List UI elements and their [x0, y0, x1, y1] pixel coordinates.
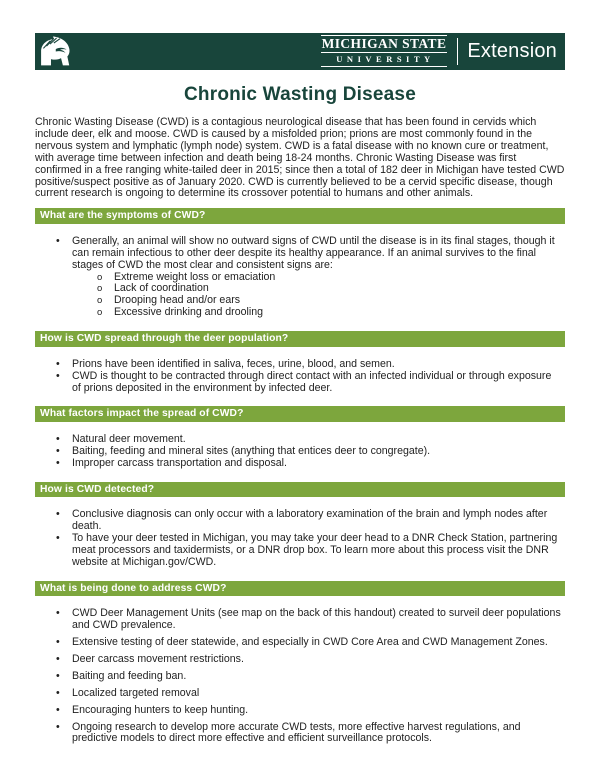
bullet-text: Generally, an animal will show no outward signs of CWD until the disease is in its final stages, though it can remain infectious to other deer despite its healthy appearance. If an animal survives to the final stages of CWD the most clear and consistent signs are:: [72, 234, 555, 271]
bullet-text: Conclusive diagnosis can only occur with a laboratory examination of the brain and lymph nodes after death.: [72, 508, 548, 533]
bullet-text: Deer carcass movement restrictions.: [72, 652, 244, 665]
bullet-text: Ongoing research to develop more accurate CWD tests, more effective harvest regulations, and predictive models to direct more effective and efficient surveillance protocols.: [72, 720, 521, 745]
bullet-item: [35, 654, 565, 666]
bullet-item: [35, 371, 565, 395]
section-heading: What are the symptoms of CWD?: [35, 208, 565, 224]
bullet-text: Baiting and feeding ban.: [72, 669, 187, 682]
bullet-glyph: •: [56, 456, 60, 469]
masthead-bar: [35, 33, 565, 70]
bullet-text: Extensive testing of deer statewide, and especially in CWD Core Area and CWD Management Zones.: [72, 635, 548, 648]
section-heading: How is CWD spread through the deer population?: [35, 331, 565, 347]
intro-paragraph: Chronic Wasting Disease (CWD) is a contagious neurological disease that has been found in cervids which include deer, elk and moose. CWD is caused by a misfolded prion; prions are most commonly found in the nervous system and lymphatic (lymph node) system. CWD is a fatal disease with no known cure or treatment, with average time between infection and death being 18-24 months. Chronic Wasting Disease was first confirmed in a free ranging white-tailed deer in 2015; since then a total of 182 deer in Michigan have tested CWD positive/suspect positive as of January 2020. CWD is currently believed to be a cervid specific disease, though current research is ongoing to determine its crossover potential to humans and other animals.: [35, 116, 565, 200]
sub-bullet-glyph: o: [97, 295, 103, 307]
section: [35, 406, 565, 469]
bullet-glyph: •: [56, 652, 60, 665]
section: [35, 482, 565, 569]
bullet-item: [35, 705, 565, 717]
bullet-item: [35, 509, 565, 533]
msu-wordmark: [321, 34, 448, 69]
sub-bullet-text: Lack of coordination: [114, 282, 209, 295]
sub-bullet-text: Excessive drinking and drooling: [114, 306, 263, 319]
bullet-item: [35, 458, 565, 470]
bullet-list: [35, 236, 565, 319]
bullet-glyph: •: [56, 607, 60, 620]
section-heading: What factors impact the spread of CWD?: [35, 406, 565, 422]
brand-group: [321, 33, 557, 70]
bullet-glyph: •: [56, 703, 60, 716]
bullet-item: [35, 722, 565, 746]
bullet-item: [35, 236, 565, 272]
section: [35, 208, 565, 319]
sections: [35, 208, 565, 745]
bullet-text: Prions have been identified in saliva, feces, urine, blood, and semen.: [72, 357, 395, 370]
bullet-glyph: •: [56, 432, 60, 445]
bullet-glyph: •: [56, 357, 60, 370]
bullet-list: [35, 359, 565, 395]
bullet-glyph: •: [56, 369, 60, 382]
section: [35, 331, 565, 394]
bullet-glyph: •: [56, 669, 60, 682]
sub-bullet-text: Extreme weight loss or emaciation: [114, 270, 276, 283]
bullet-text: Encouraging hunters to keep hunting.: [72, 703, 249, 716]
bullet-glyph: •: [56, 635, 60, 648]
sub-bullet-text: Drooping head and/or ears: [114, 294, 241, 307]
bullet-item: [35, 637, 565, 649]
bullet-glyph: •: [56, 508, 60, 521]
bullet-list: [35, 608, 565, 745]
bullet-list: [35, 509, 565, 569]
bullet-text: Baiting, feeding and mineral sites (anything that entices deer to congregate).: [72, 444, 431, 457]
bullet-text: To have your deer tested in Michigan, you may take your deer head to a DNR Check Station, partnering meat processors and taxidermists, or a DNR drop box. To learn more about this process visit the DNR website at Michigan.gov/CWD.: [72, 531, 558, 568]
bullet-text: CWD is thought to be contracted through direct contact with an infected individual or through exposure of prions deposited in the environment by infected deer.: [72, 369, 552, 394]
extension-brand-label: Extension: [467, 40, 557, 62]
sub-bullet-glyph: o: [97, 271, 103, 283]
bullet-item: [35, 671, 565, 683]
bullet-text: Improper carcass transportation and disposal.: [72, 456, 287, 469]
brand-divider: [457, 38, 458, 65]
bullet-glyph: •: [56, 720, 60, 733]
sub-bullet-glyph: o: [97, 307, 103, 319]
wordmark-michigan-state: MICHIGAN STATE: [321, 36, 447, 52]
bullet-item: [35, 688, 565, 700]
bullet-item: [35, 533, 565, 569]
section: [35, 581, 565, 746]
section-heading: How is CWD detected?: [35, 482, 565, 498]
section-heading: What is being done to address CWD?: [35, 581, 565, 597]
sub-bullet-glyph: o: [97, 283, 103, 295]
spartan-helmet-icon: [38, 35, 74, 68]
wordmark-university: UNIVERSITY: [321, 53, 448, 67]
bullet-item: [35, 608, 565, 632]
bullet-glyph: •: [56, 531, 60, 544]
bullet-item: [35, 359, 565, 371]
bullet-item: [35, 446, 565, 458]
bullet-list: [35, 434, 565, 470]
bullet-text: CWD Deer Management Units (see map on the back of this handout) created to surveil deer populations and CWD prevalence.: [72, 607, 561, 632]
bullet-glyph: •: [56, 234, 60, 247]
bullet-text: Natural deer movement.: [72, 432, 186, 445]
bullet-text: Localized targeted removal: [72, 686, 200, 699]
sub-bullet-item: [35, 307, 565, 319]
bullet-glyph: •: [56, 444, 60, 457]
page-title: Chronic Wasting Disease: [184, 84, 416, 105]
bullet-glyph: •: [56, 686, 60, 699]
